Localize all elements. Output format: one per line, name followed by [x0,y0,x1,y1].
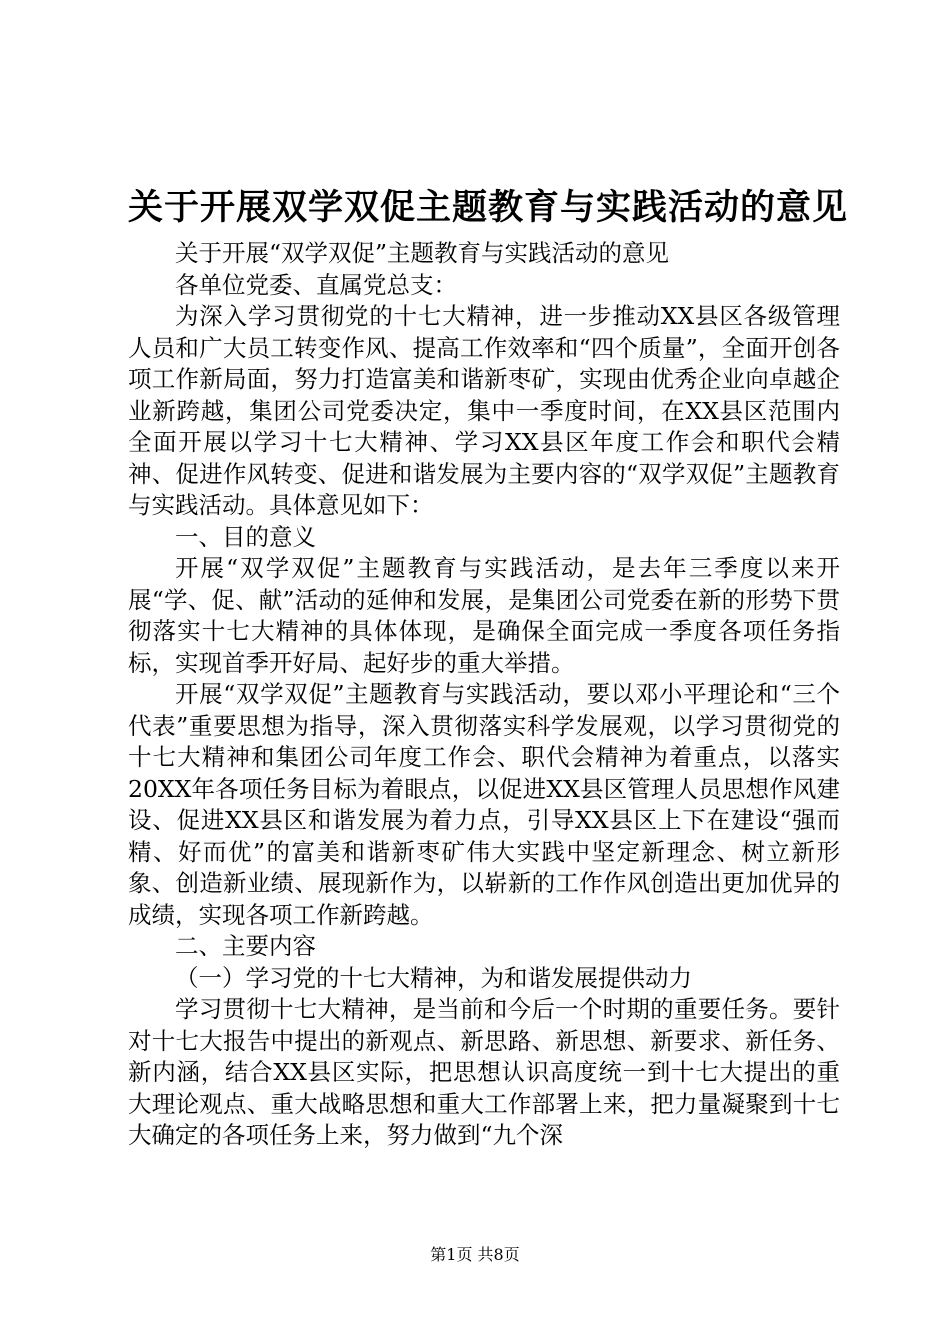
document-title: 关于开展双学双促主题教育与实践活动的意见 [128,188,849,228]
section-heading-content: 二、主要内容 [175,932,316,960]
page-footer: 第1页 共8页 [430,1245,520,1264]
document-body [128,238,840,1152]
paragraph-purpose-1: 开展“双学双促”主题教育与实践活动，是去年三季度以来开展“学、促、献”活动的延伸和发展，是集团公司党委在新的形势下贯彻落实十七大精神的具体体现，是确保全面完成一季度各项任务指标，实现首季开好局、起好步的重大举措。 [128,554,840,677]
section-heading-purpose: 一、目的意义 [175,522,316,551]
subsection-heading-1: （一）学习党的十七大精神，为和谐发展提供动力 [175,963,692,992]
paragraph-content-1: 学习贯彻十七大精神，是当前和今后一个时期的重要任务。要针对十七大报告中提出的新观点、新思路、新思想、新要求、新任务、新内涵，结合XX县区实际，把思想认识高度统一到十七大提出的重大理论观点、重大战略思想和重大工作部署上来，把力量凝聚到十七大确定的各项任务上来，努力做到“九个深 [128,995,840,1149]
paragraph-salutation: 各单位党委、直属党总支： [175,270,457,299]
paragraph-purpose-2: 开展“双学双促”主题教育与实践活动，要以邓小平理论和“三个代表”重要思想为指导，深入贯彻落实科学发展观，以学习贯彻党的十七大精神和集团公司年度工作会、职代会精神为着重点，以落实20XX年各项任务目标为着眼点，以促进XX县区管理人员思想作风建设、促进XX县区和谐发展为着力点，引导XX县区上下在建设“强而精、好而优”的富美和谐新枣矿伟大实践中坚定新理念、树立新形象、创造新业绩、展现新作为，以崭新的工作作风创造出更加优异的成绩，实现各项工作新跨越。 [128,680,840,929]
paragraph-intro: 为深入学习贯彻党的十七大精神，进一步推动XX县区各级管理人员和广大员工转变作风、提高工作效率和“四个质量”，全面开创各项工作新局面，努力打造富美和谐新枣矿，实现由优秀企业向卓越企业新跨越，集团公司党委决定，集中一季度时间，在XX县区范围内全面开展以学习十七大精神、学习XX县区年度工作会和职代会精神、促进作风转变、促进和谐发展为主要内容的“双学双促”主题教育与实践活动。具体意见如下： [128,302,840,519]
paragraph-subtitle: 关于开展“双学双促”主题教育与实践活动的意见 [175,239,670,267]
